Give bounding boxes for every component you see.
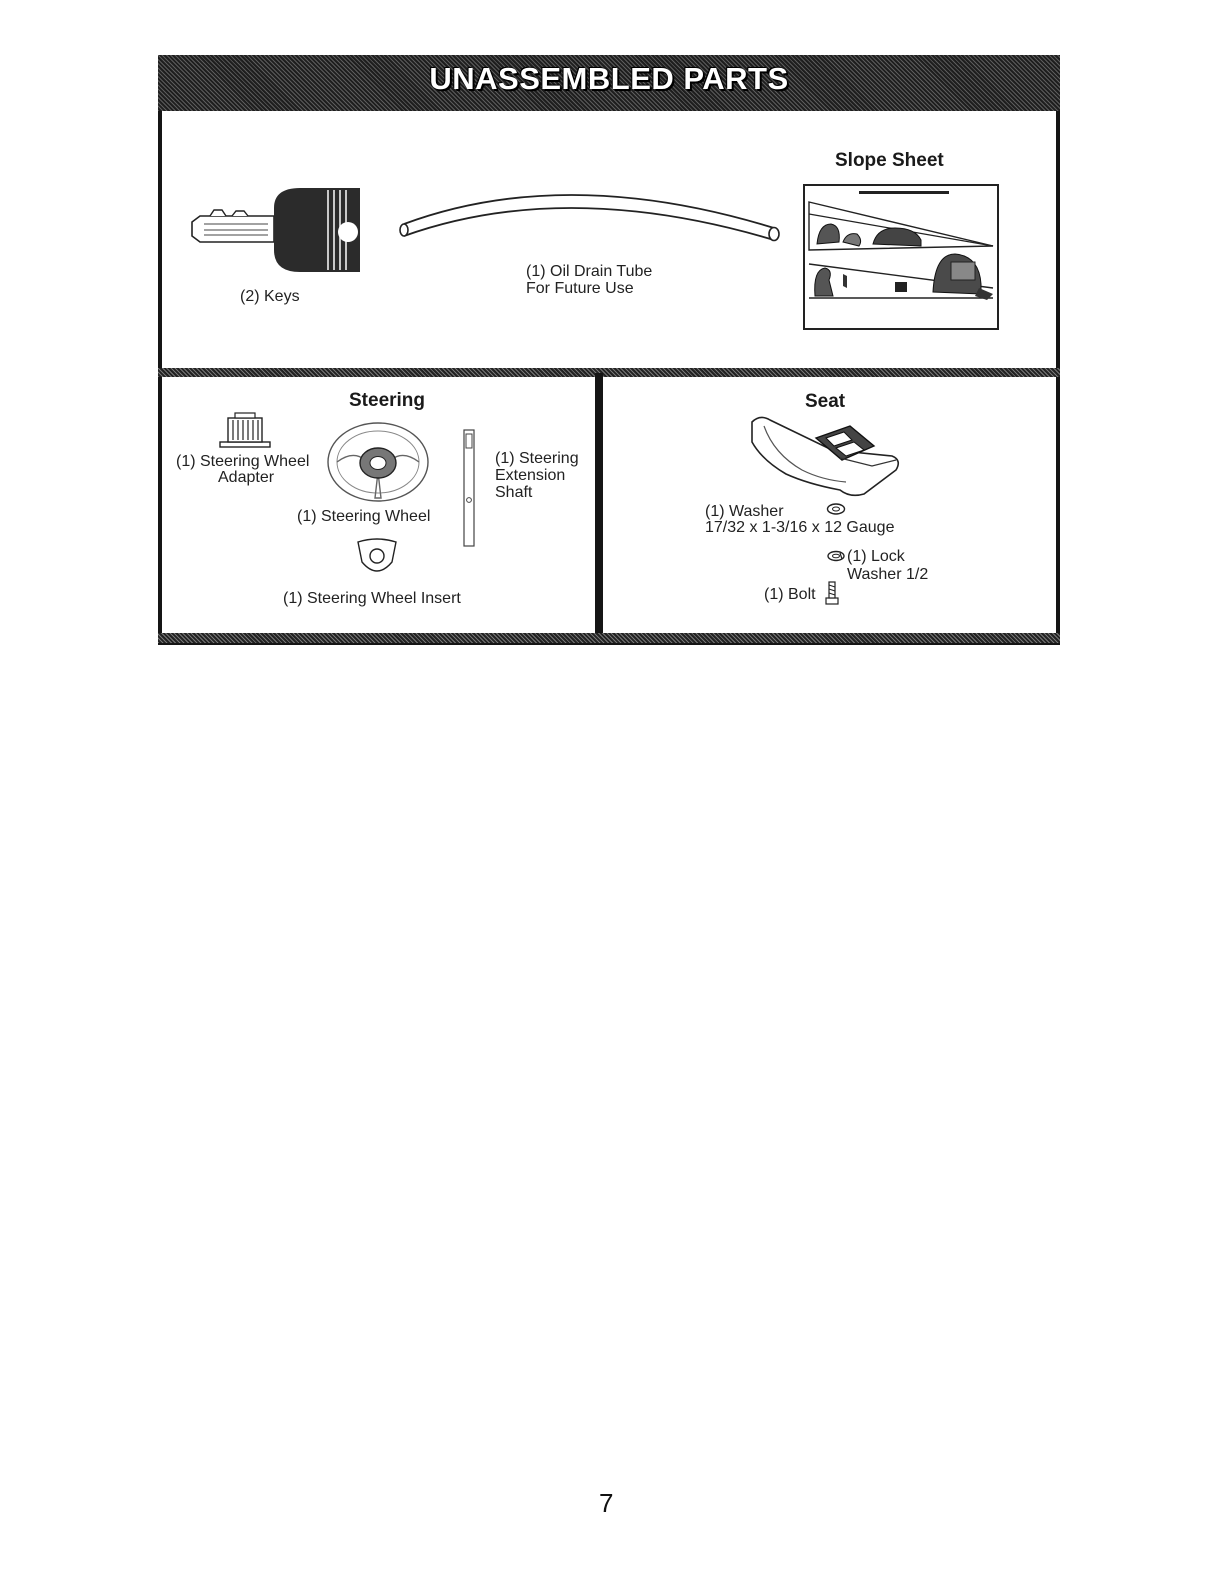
oil-drain-tube-label: (1) Oil Drain Tube bbox=[526, 263, 653, 280]
lock-washer-label: (1) Lock bbox=[847, 548, 905, 565]
steering-extension-shaft-label-line-3: Shaft bbox=[495, 484, 533, 501]
page-number: 7 bbox=[599, 1488, 614, 1518]
washer-label: (1) Washer bbox=[705, 503, 784, 520]
lock-washer-size-label: Washer 1/2 bbox=[847, 566, 929, 583]
washer-icon bbox=[826, 502, 846, 516]
seat-illustration bbox=[746, 414, 904, 498]
parts-frame bbox=[158, 55, 1060, 645]
steering-wheel-adapter-label: (1) Steering Wheel bbox=[176, 453, 310, 470]
frame-bottom-bar bbox=[158, 633, 1060, 643]
page-title: UNASSEMBLED PARTS bbox=[429, 61, 789, 96]
section-divider-horizontal bbox=[158, 368, 1060, 377]
lock-washer-icon bbox=[826, 550, 846, 562]
steering-extension-shaft-illustration bbox=[459, 428, 479, 548]
washer-size-label: 17/32 x 1-3/16 x 12 Gauge bbox=[705, 519, 895, 536]
steering-wheel-adapter-illustration bbox=[218, 412, 272, 450]
steering-wheel-label: (1) Steering Wheel bbox=[297, 508, 431, 525]
steering-wheel-insert-illustration bbox=[352, 538, 402, 580]
steering-wheel-adapter-note: Adapter bbox=[218, 469, 275, 486]
slope-sheet-illustration bbox=[803, 184, 999, 330]
bolt-icon bbox=[824, 580, 840, 606]
oil-drain-tube-note: For Future Use bbox=[526, 280, 634, 297]
steering-heading: Steering bbox=[349, 390, 426, 411]
key-illustration bbox=[188, 186, 366, 276]
oil-drain-tube-illustration bbox=[396, 178, 786, 242]
steering-extension-shaft-label-line-2: Extension bbox=[495, 467, 566, 484]
seat-heading: Seat bbox=[805, 391, 846, 412]
steering-wheel-illustration bbox=[325, 420, 431, 504]
slope-sheet-heading: Slope Sheet bbox=[835, 150, 944, 171]
bolt-label: (1) Bolt bbox=[764, 586, 816, 603]
steering-extension-shaft-label: (1) Steering bbox=[495, 450, 579, 467]
keys-label: (2) Keys bbox=[240, 288, 300, 305]
section-divider-vertical bbox=[595, 373, 603, 641]
steering-wheel-insert-label: (1) Steering Wheel Insert bbox=[283, 590, 461, 607]
title-bar bbox=[158, 55, 1060, 111]
